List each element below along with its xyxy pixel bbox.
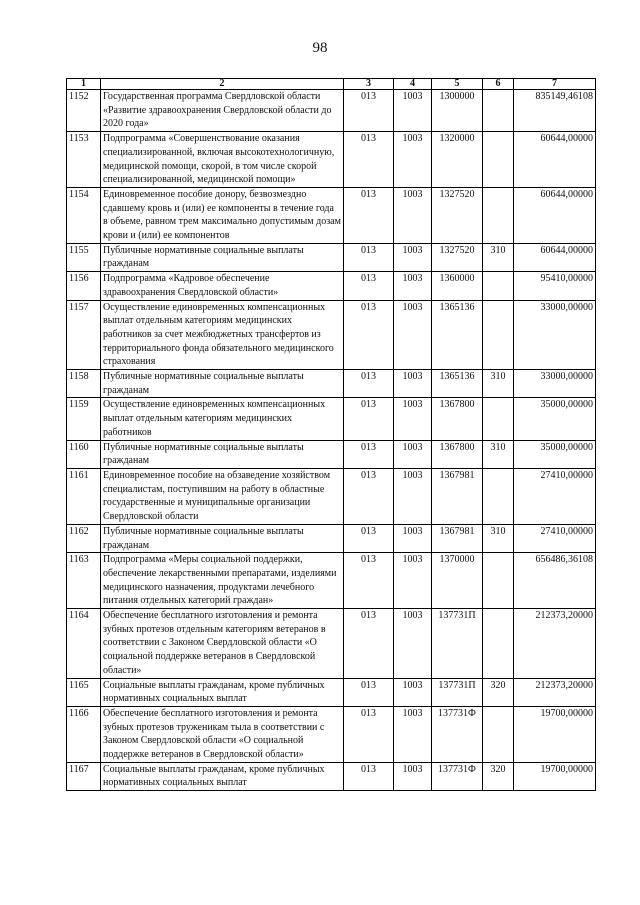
table-row <box>67 678 596 706</box>
row-amount: 95410,00000 <box>514 272 596 300</box>
row-ministry-code: 013 <box>344 272 394 300</box>
table-row <box>67 440 596 468</box>
row-ministry-code: 013 <box>344 243 394 271</box>
row-ministry-code: 013 <box>344 300 394 370</box>
row-number: 1158 <box>67 370 101 398</box>
table-row <box>67 553 596 609</box>
row-expense-type-code <box>483 706 514 762</box>
column-header-3: 3 <box>344 79 394 90</box>
table-row <box>67 706 596 762</box>
row-section-code: 1003 <box>394 300 432 370</box>
column-header-5: 5 <box>432 79 483 90</box>
row-amount: 835149,46108 <box>514 90 596 132</box>
row-target-code: 137731Ф <box>432 706 483 762</box>
column-header-1: 1 <box>67 79 101 90</box>
row-number: 1166 <box>67 706 101 762</box>
table-row <box>67 132 596 188</box>
row-section-code: 1003 <box>394 132 432 188</box>
row-target-code: 1327520 <box>432 243 483 271</box>
row-target-code: 1365136 <box>432 300 483 370</box>
row-expense-type-code <box>483 300 514 370</box>
row-section-code: 1003 <box>394 272 432 300</box>
table-row <box>67 762 596 790</box>
column-header-7: 7 <box>514 79 596 90</box>
row-expense-type-code <box>483 90 514 132</box>
row-expense-type-code: 310 <box>483 440 514 468</box>
row-target-code: 1320000 <box>432 132 483 188</box>
header-row <box>67 79 596 90</box>
row-ministry-code: 013 <box>344 762 394 790</box>
row-amount: 60644,00000 <box>514 132 596 188</box>
row-number: 1153 <box>67 132 101 188</box>
budget-table <box>66 78 596 791</box>
row-section-code: 1003 <box>394 553 432 609</box>
row-target-code: 137731П <box>432 609 483 679</box>
row-target-code: 1365136 <box>432 370 483 398</box>
row-number: 1152 <box>67 90 101 132</box>
row-expense-type-code: 320 <box>483 762 514 790</box>
row-section-code: 1003 <box>394 524 432 552</box>
row-section-code: 1003 <box>394 243 432 271</box>
row-target-code: 1370000 <box>432 553 483 609</box>
row-number: 1155 <box>67 243 101 271</box>
row-expense-type-code <box>483 553 514 609</box>
row-amount: 33000,00000 <box>514 370 596 398</box>
row-amount: 35000,00000 <box>514 398 596 440</box>
row-amount: 656486,36108 <box>514 553 596 609</box>
row-name: Публичные нормативные социальные выплаты гражданам <box>101 243 344 271</box>
row-name: Публичные нормативные социальные выплаты гражданам <box>101 440 344 468</box>
row-ministry-code: 013 <box>344 398 394 440</box>
row-section-code: 1003 <box>394 468 432 524</box>
row-target-code: 1360000 <box>432 272 483 300</box>
row-section-code: 1003 <box>394 609 432 679</box>
row-expense-type-code <box>483 132 514 188</box>
row-section-code: 1003 <box>394 398 432 440</box>
row-name: Единовременное пособие донору, безвозмездно сдавшему кровь и (или) ее компоненты в течение года в объеме, равном трем максимально допустимым дозам крови и (или) ее компонентов <box>101 187 344 243</box>
row-amount: 33000,00000 <box>514 300 596 370</box>
row-ministry-code: 013 <box>344 370 394 398</box>
row-section-code: 1003 <box>394 370 432 398</box>
table-row <box>67 300 596 370</box>
table-row <box>67 609 596 679</box>
row-section-code: 1003 <box>394 678 432 706</box>
row-ministry-code: 013 <box>344 440 394 468</box>
table-row <box>67 272 596 300</box>
row-amount: 19700,00000 <box>514 706 596 762</box>
row-ministry-code: 013 <box>344 468 394 524</box>
row-name: Подпрограмма «Меры социальной поддержки, обеспечение лекарственными препаратами, изделиями медицинского назначения, продуктами лечебного питания отдельных категорий граждан» <box>101 553 344 609</box>
row-number: 1159 <box>67 398 101 440</box>
row-target-code: 1367800 <box>432 440 483 468</box>
row-name: Социальные выплаты гражданам, кроме публичных нормативных социальных выплат <box>101 678 344 706</box>
row-name: Публичные нормативные социальные выплаты гражданам <box>101 524 344 552</box>
row-name: Государственная программа Свердловской области «Развитие здравоохранения Свердловской области до 2020 года» <box>101 90 344 132</box>
row-amount: 60644,00000 <box>514 187 596 243</box>
row-amount: 212373,20000 <box>514 678 596 706</box>
row-amount: 212373,20000 <box>514 609 596 679</box>
row-expense-type-code <box>483 187 514 243</box>
row-number: 1164 <box>67 609 101 679</box>
row-name: Единовременное пособие на обзаведение хозяйством специалистам, поступившим на работу в областные государственные и муниципальные организации Свердловской области <box>101 468 344 524</box>
row-name: Социальные выплаты гражданам, кроме публичных нормативных социальных выплат <box>101 762 344 790</box>
row-number: 1161 <box>67 468 101 524</box>
row-ministry-code: 013 <box>344 524 394 552</box>
row-section-code: 1003 <box>394 762 432 790</box>
row-section-code: 1003 <box>394 187 432 243</box>
table-row <box>67 370 596 398</box>
row-section-code: 1003 <box>394 706 432 762</box>
row-number: 1156 <box>67 272 101 300</box>
row-amount: 60644,00000 <box>514 243 596 271</box>
row-expense-type-code: 310 <box>483 370 514 398</box>
row-number: 1165 <box>67 678 101 706</box>
table-row <box>67 243 596 271</box>
row-expense-type-code: 310 <box>483 243 514 271</box>
row-target-code: 1367981 <box>432 468 483 524</box>
row-name: Обеспечение бесплатного изготовления и ремонта зубных протезов отдельным категориям ветеранов в соответствии с Законом Свердловской области «О социальной поддержке ветеранов в Свердловской области» <box>101 609 344 679</box>
row-target-code: 137731П <box>432 678 483 706</box>
row-ministry-code: 013 <box>344 553 394 609</box>
row-ministry-code: 013 <box>344 706 394 762</box>
table-row <box>67 524 596 552</box>
table-row <box>67 398 596 440</box>
page-number: 98 <box>312 40 328 56</box>
row-expense-type-code <box>483 272 514 300</box>
row-expense-type-code: 320 <box>483 678 514 706</box>
row-number: 1162 <box>67 524 101 552</box>
row-target-code: 1327520 <box>432 187 483 243</box>
row-expense-type-code <box>483 468 514 524</box>
row-ministry-code: 013 <box>344 90 394 132</box>
row-number: 1160 <box>67 440 101 468</box>
row-number: 1163 <box>67 553 101 609</box>
row-name: Осуществление единовременных компенсационных выплат отдельным категориям медицинских работников за счет межбюджетных трансфертов из территориального фонда обязательного медицинского страхования <box>101 300 344 370</box>
row-name: Публичные нормативные социальные выплаты гражданам <box>101 370 344 398</box>
row-amount: 19700,00000 <box>514 762 596 790</box>
table-row <box>67 187 596 243</box>
row-expense-type-code <box>483 398 514 440</box>
row-amount: 27410,00000 <box>514 468 596 524</box>
row-ministry-code: 013 <box>344 609 394 679</box>
row-ministry-code: 013 <box>344 132 394 188</box>
row-ministry-code: 013 <box>344 678 394 706</box>
row-target-code: 1300000 <box>432 90 483 132</box>
row-name: Подпрограмма «Совершенствование оказания специализированной, включая высокотехнологичную, медицинской помощи, скорой, в том числе скорой специализированной, медицинской помощи» <box>101 132 344 188</box>
row-number: 1154 <box>67 187 101 243</box>
row-target-code: 1367981 <box>432 524 483 552</box>
row-section-code: 1003 <box>394 90 432 132</box>
row-section-code: 1003 <box>394 440 432 468</box>
row-target-code: 1367800 <box>432 398 483 440</box>
row-name: Обеспечение бесплатного изготовления и ремонта зубных протезов труженикам тыла в соответствии с Законом Свердловской области «О социальной поддержке ветеранов в Свердловской области» <box>101 706 344 762</box>
row-amount: 27410,00000 <box>514 524 596 552</box>
row-expense-type-code <box>483 609 514 679</box>
row-target-code: 137731Ф <box>432 762 483 790</box>
row-name: Осуществление единовременных компенсационных выплат отдельным категориям медицинских работников <box>101 398 344 440</box>
column-header-6: 6 <box>483 79 514 90</box>
row-number: 1167 <box>67 762 101 790</box>
row-name: Подпрограмма «Кадровое обеспечение здравоохранения Свердловской области» <box>101 272 344 300</box>
row-expense-type-code: 310 <box>483 524 514 552</box>
row-ministry-code: 013 <box>344 187 394 243</box>
table-row <box>67 468 596 524</box>
column-header-4: 4 <box>394 79 432 90</box>
row-amount: 35000,00000 <box>514 440 596 468</box>
table-row <box>67 90 596 132</box>
row-number: 1157 <box>67 300 101 370</box>
column-header-2: 2 <box>101 79 344 90</box>
